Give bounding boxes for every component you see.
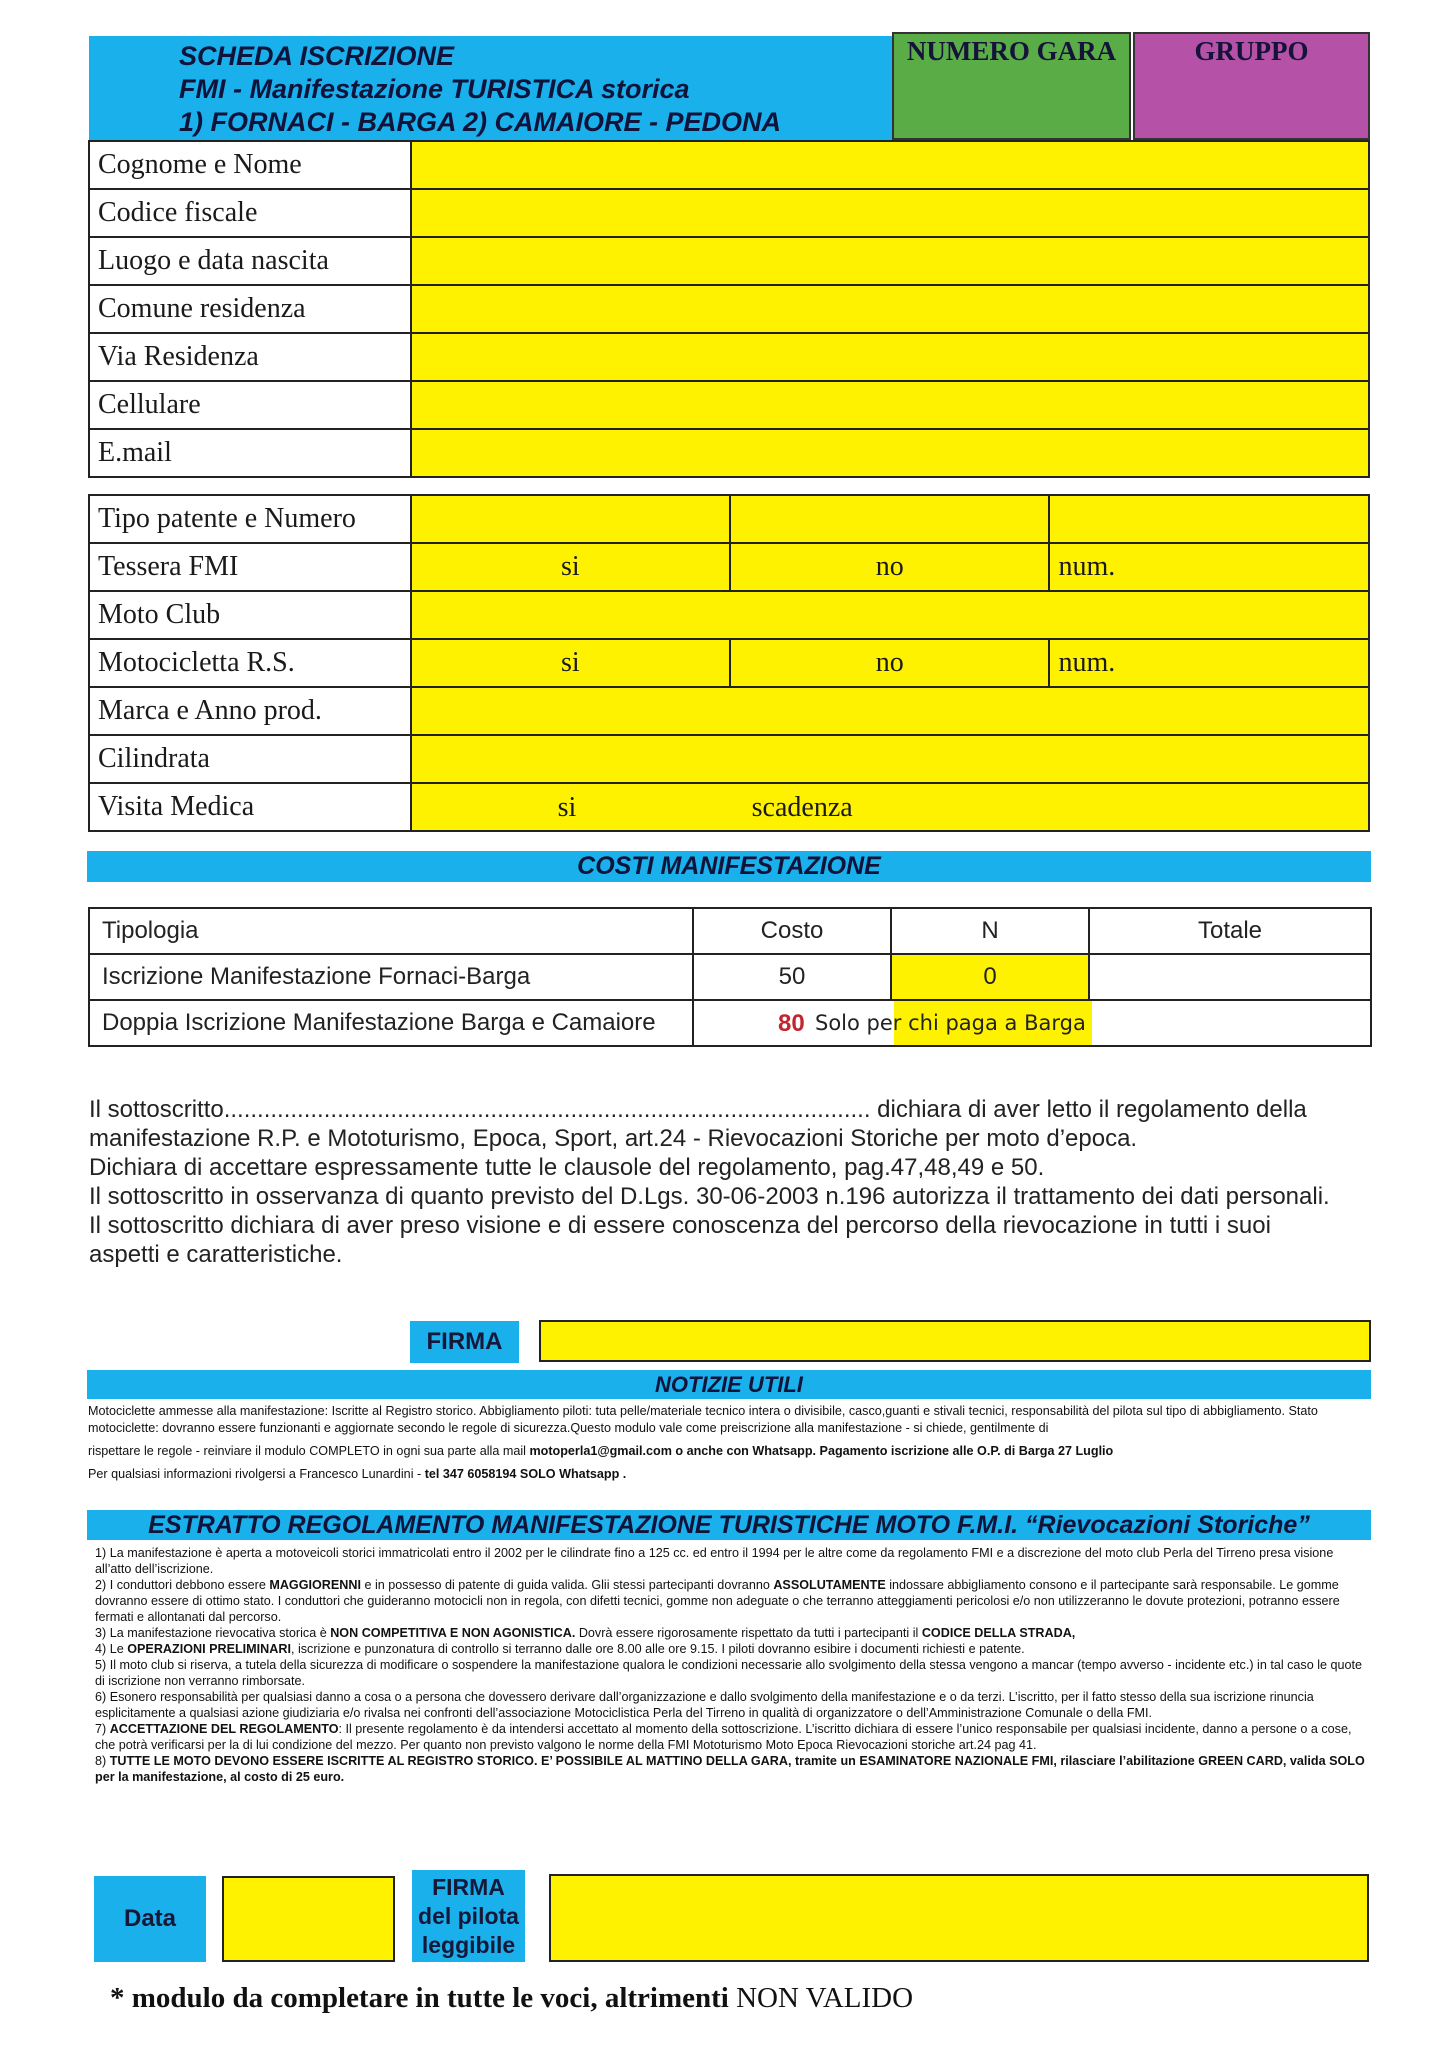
table-row xyxy=(89,543,1369,591)
rule-bold: ASSOLUTAMENTE xyxy=(773,1578,886,1592)
declaration-line: Il sottoscritto................................................................................................. dichiara di aver letto il regolamento della xyxy=(89,1096,1307,1123)
firma-pilota-line: leggibile xyxy=(421,1931,516,1958)
notizie-text xyxy=(88,1403,1372,1483)
cost-doppia-note: Solo per chi paga a Barga xyxy=(815,1011,1086,1035)
cost-doppia-totale-field[interactable] xyxy=(1089,1000,1371,1046)
notizie-paragraph: Motociclette ammesse alla manifestazione: Iscritte al Registro storico. Abbigliamento piloti: tuta pelle/materiale tecnico intera o divisibile, casco,guanti e stivali tecnici, responsabilità del pilota sul tipo di abbigliamento. Stato motociclette: dovranno essere funzionanti e aggiornate secondo le regole di sicurezza.Questo modulo vale come preiscrizione alla manifestazione - si chiede, gentilmente di xyxy=(88,1404,1318,1435)
tessera-si-option[interactable]: si xyxy=(411,543,730,591)
moto-rs-si-option[interactable]: si xyxy=(411,639,730,687)
table-row xyxy=(89,495,1369,543)
moto-rs-num-field[interactable]: num. xyxy=(1049,639,1369,687)
email-field[interactable] xyxy=(411,429,1369,477)
cost-n-field[interactable]: 0 xyxy=(891,954,1089,1000)
notizie-paragraph xyxy=(88,1443,1372,1460)
firma-pilota-line: del pilota xyxy=(418,1902,519,1929)
form-routes: 1) FORNACI - BARGA 2) CAMAIORE - PEDONA xyxy=(179,107,782,137)
declaration-line: manifestazione R.P. e Mototurismo, Epoca, Sport, art.24 - Rievocazioni Storiche per moto d’epoca. xyxy=(89,1125,1138,1152)
vehicle-data-table xyxy=(88,494,1370,832)
field-label: Motocicletta R.S. xyxy=(89,639,411,687)
comune-field[interactable] xyxy=(411,285,1369,333)
rule-1: 1) La manifestazione è aperta a motoveicoli storici immatricolati entro il 2002 per le cilindrate fino a 125 cc. ed entro il 1994 per le altre come da regolamento FMI e a discrezione del moto club Perla del Tirreno presa visione all’atto dell’iscrizione. xyxy=(95,1546,1334,1576)
rule-6: 6) Esonero responsabilità per qualsiasi danno a cosa o a persona che dovessero derivare dall’organizzazione e dallo svolgimento della manifestazione e o da terzi. L’iscritto, per il fatto stesso della sua iscrizione rinuncia esplicitamente a qualsiasi azione giudiziaria e/o rivalsa nei confronti dell’associazione Motociclistica Perla del Tirreno in qualità di organizzatore o dell’Amministrazione Comunale o della FMI. xyxy=(95,1690,1314,1720)
notizie-text-part: Per qualsiasi informazioni rivolgersi a Francesco Lunardini - xyxy=(88,1467,425,1481)
cilindrata-field[interactable] xyxy=(411,735,1369,783)
regolamento-text xyxy=(95,1545,1367,1785)
numero-gara-label: NUMERO GARA xyxy=(906,36,1117,66)
field-label: Codice fiscale xyxy=(89,189,411,237)
table-row xyxy=(89,285,1369,333)
notizie-banner: NOTIZIE UTILI xyxy=(87,1370,1371,1399)
costi-banner: COSTI MANIFESTAZIONE xyxy=(87,851,1371,882)
table-row xyxy=(89,908,1371,954)
rule-4 xyxy=(95,1641,1367,1657)
gruppo-label: GRUPPO xyxy=(1194,36,1309,66)
codice-fiscale-field[interactable] xyxy=(411,189,1369,237)
rule-text: , iscrizione e punzonatura di controllo si terranno dalle ore 8.00 alle ore 9.15. I piloti dovranno esibire i documenti richiesti e patente. xyxy=(290,1642,1025,1656)
table-row xyxy=(89,783,1369,831)
data-label: Data xyxy=(94,1876,206,1962)
table-row xyxy=(89,954,1371,1000)
rule-8 xyxy=(95,1753,1367,1785)
patente-extra-field[interactable] xyxy=(1049,495,1369,543)
estratto-banner: ESTRATTO REGOLAMENTO MANIFESTAZIONE TURISTICHE MOTO F.M.I. “Rievocazioni Storiche” xyxy=(87,1510,1371,1540)
declaration-line: aspetti e caratteristiche. xyxy=(89,1241,343,1268)
rule-3 xyxy=(95,1625,1367,1641)
rule-text: 2) I conduttori debbono essere xyxy=(95,1578,270,1592)
rule-text: 4) Le xyxy=(95,1642,128,1656)
nascita-field[interactable] xyxy=(411,237,1369,285)
data-field[interactable] xyxy=(222,1876,395,1962)
gruppo-box[interactable] xyxy=(1133,32,1370,140)
firma-label: FIRMA xyxy=(410,1321,519,1363)
rule-text: e in possesso di patente di guida valida. Glii stessi partecipanti dovranno xyxy=(360,1578,774,1592)
table-row xyxy=(89,429,1369,477)
form-subtitle: FMI - Manifestazione TURISTICA storica xyxy=(179,74,690,104)
rule-5: 5) Il moto club si riserva, a tutela della sicurezza di modificare o sospendere la manifestazione qualora le condizioni necessarie allo svolgimento della stessa vengono a mancar (tempo avverso - incidente etc.) in tal caso le quote di iscrizione non verranno rimborsate. xyxy=(95,1658,1363,1688)
cost-costo: 50 xyxy=(693,954,891,1000)
declaration-line: Il sottoscritto dichiara di aver preso visione e di essere conoscenza del percorso della rievocazione in tutti i suoi xyxy=(89,1212,1271,1239)
tessera-no-option[interactable]: no xyxy=(730,543,1049,591)
via-field[interactable] xyxy=(411,333,1369,381)
field-label: Visita Medica xyxy=(89,783,411,831)
cost-totale-field[interactable] xyxy=(1089,954,1371,1000)
field-label: Cognome e Nome xyxy=(89,141,411,189)
notizie-email: motoperla1@gmail.com o anche con Whatsapp. Pagamento iscrizione alle O.P. di Barga 27 Luglio xyxy=(529,1444,1114,1458)
cost-doppia-cell xyxy=(693,1000,1089,1046)
firma-pilota-label xyxy=(412,1870,525,1962)
rule-text: indossare abbigliamento consono e il partecipante sarà responsabile. Le gomme dovranno essere di ottimo stato. I conduttori che guideranno motocicli non in regola, con difetti tecnici, gomme non adeguate o che terranno atteggiamenti pericolosi e/o non utilizzeranno le dovute protezioni, potranno essere fermati e allontanati dal percorso. xyxy=(95,1578,1340,1624)
cost-tipologia-doppia: Doppia Iscrizione Manifestazione Barga e Camaiore xyxy=(89,1000,693,1046)
table-row xyxy=(89,639,1369,687)
field-label: Cilindrata xyxy=(89,735,411,783)
firma-pilota-field[interactable] xyxy=(549,1874,1369,1962)
col-header-n: N xyxy=(891,908,1089,954)
table-row xyxy=(89,1000,1371,1046)
rule-text: Dovrà essere rigorosamente rispettato da tutti i partecipanti il xyxy=(575,1626,922,1640)
numero-gara-box[interactable] xyxy=(892,32,1131,140)
table-row xyxy=(89,735,1369,783)
rule-bold: ACCETTAZIONE DEL REGOLAMENTO xyxy=(109,1722,339,1736)
col-header-tipologia: Tipologia xyxy=(89,908,693,954)
firma-field[interactable] xyxy=(539,1320,1371,1362)
rule-2 xyxy=(95,1577,1367,1625)
footer-non-valido: NON VALIDO xyxy=(736,1982,914,2014)
rule-bold: TUTTE LE MOTO DEVONO ESSERE ISCRITTE AL REGISTRO STORICO. E’ POSSIBILE AL MATTINO DELLA GARA, tramite un ESAMINATORE NAZIONALE FMI, rilasciare l’abilitazione GREEN CARD, valida SOLO per la manifestazione, al costo di 25 euro. xyxy=(95,1754,1365,1784)
declaration-text xyxy=(89,1095,1369,1269)
visita-si-option[interactable]: si xyxy=(557,792,577,823)
col-header-totale: Totale xyxy=(1089,908,1371,954)
field-label: Luogo e data nascita xyxy=(89,237,411,285)
moto-club-field[interactable] xyxy=(411,591,1369,639)
rule-text: 3) La manifestazione rievocativa storica è xyxy=(95,1626,331,1640)
table-row xyxy=(89,381,1369,429)
moto-rs-no-option[interactable]: no xyxy=(730,639,1049,687)
tessera-num-field[interactable]: num. xyxy=(1049,543,1369,591)
rule-text: 8) xyxy=(95,1754,110,1768)
notizie-paragraph xyxy=(88,1466,1372,1483)
cost-tipologia: Iscrizione Manifestazione Fornaci-Barga xyxy=(89,954,693,1000)
visita-scadenza-label: scadenza xyxy=(751,792,853,823)
rule-bold: OPERAZIONI PRELIMINARI xyxy=(127,1642,291,1656)
form-header xyxy=(89,36,892,140)
patente-tipo-field[interactable] xyxy=(411,495,730,543)
declaration-line: Il sottoscritto in osservanza di quanto previsto del D.Lgs. 30-06-2003 n.196 autorizza il trattamento dei dati personali. xyxy=(89,1183,1330,1210)
personal-data-table xyxy=(88,140,1370,478)
field-label: Comune residenza xyxy=(89,285,411,333)
notizie-phone: tel 347 6058194 SOLO Whatsapp . xyxy=(424,1467,627,1481)
patente-numero-field[interactable] xyxy=(730,495,1049,543)
field-label: Marca e Anno prod. xyxy=(89,687,411,735)
field-label: E.mail xyxy=(89,429,411,477)
field-label: Cellulare xyxy=(89,381,411,429)
col-header-costo: Costo xyxy=(693,908,891,954)
firma-pilota-line: FIRMA xyxy=(432,1873,505,1900)
notizie-text-part: rispettare le regole - reinviare il modulo COMPLETO in ogni sua parte alla mail xyxy=(88,1444,530,1458)
footer-note-text: * modulo da completare in tutte le voci, altrimenti xyxy=(110,1982,737,2014)
costs-table xyxy=(88,907,1372,1047)
rule-text: : Il presente regolamento è da intendersi accettato al momento della sottoscrizione. L’iscritto dichiara di essere l’unico responsabile per qualsiasi incidente, danno a persone o a cose, che potrà verificarsi per la di lui condizione del mezzo. Per quanto non previsto valgono le norme della FMI Mototurismo Moto Epoca Rievocazioni storiche art.24 pag 41. xyxy=(95,1722,1352,1752)
field-label: Moto Club xyxy=(89,591,411,639)
form-title: SCHEDA ISCRIZIONE xyxy=(179,41,455,71)
table-row xyxy=(89,591,1369,639)
rule-text: 7) xyxy=(95,1722,110,1736)
table-row xyxy=(89,189,1369,237)
table-row xyxy=(89,237,1369,285)
cellulare-field[interactable] xyxy=(411,381,1369,429)
field-label: Via Residenza xyxy=(89,333,411,381)
table-row xyxy=(89,141,1369,189)
declaration-line: Dichiara di accettare espressamente tutte le clausole del regolamento, pag.47,48,49 e 50. xyxy=(89,1154,1045,1181)
rule-bold: CODICE DELLA STRADA, xyxy=(921,1626,1076,1640)
table-row xyxy=(89,333,1369,381)
marca-anno-field[interactable] xyxy=(411,687,1369,735)
rule-7 xyxy=(95,1721,1367,1753)
table-row xyxy=(89,687,1369,735)
visita-medica-field[interactable] xyxy=(411,783,1369,831)
cost-doppia-costo: 80 xyxy=(778,1010,805,1037)
field-label: Tipo patente e Numero xyxy=(89,495,411,543)
cognome-nome-field[interactable] xyxy=(411,141,1369,189)
rule-bold: MAGGIORENNI xyxy=(269,1578,361,1592)
footer-note xyxy=(110,1982,913,2015)
rule-bold: NON COMPETITIVA E NON AGONISTICA. xyxy=(330,1626,576,1640)
field-label: Tessera FMI xyxy=(89,543,411,591)
